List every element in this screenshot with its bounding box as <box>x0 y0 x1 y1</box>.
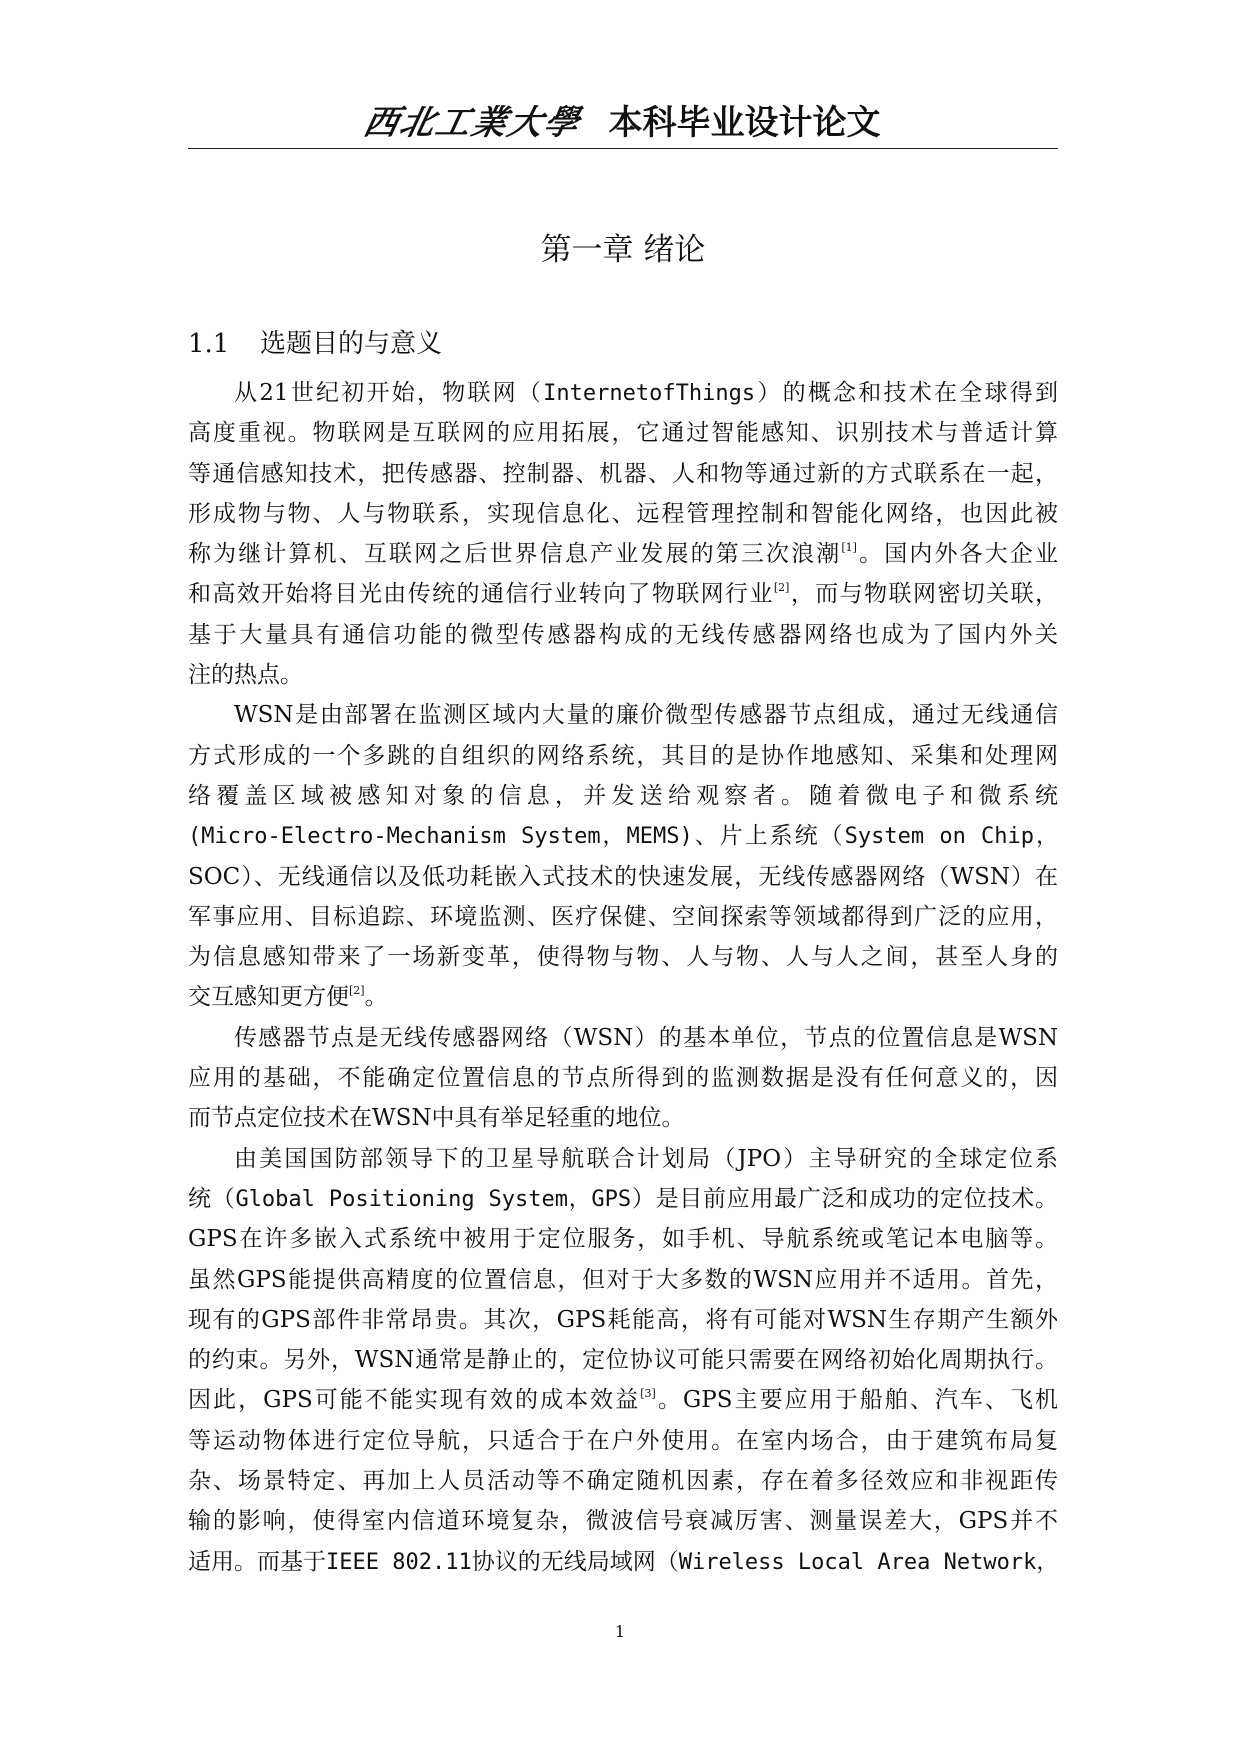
paragraph-line: 络覆盖区域被感知对象的信息，并发送给观察者。随着微电子和微系统 <box>188 782 1058 809</box>
paragraph-line: 军事应用、目标追踪、环境监测、医疗保健、空间探索等领域都得到广泛的应用， <box>188 903 1058 930</box>
paragraph-line: 统（Global Positioning System，GPS）是目前应用最广泛和成功的定位技术。 <box>188 1185 1059 1212</box>
page-header <box>188 95 1058 151</box>
paragraph-line: SOC）、无线通信以及低功耗嵌入式技术的快速发展，无线传感器网络（WSN）在 <box>188 863 1058 890</box>
citation: [2] <box>349 984 365 998</box>
paragraph-line: 注的热点。 <box>188 662 303 689</box>
header-title: 本科毕业设计论文 <box>608 103 881 143</box>
paragraph-line: 从21世纪初开始，物联网（InternetofThings）的概念和技术在全球得到 <box>234 380 1058 406</box>
paragraph-line: 等通信感知技术，把传感器、控制器、机器、人和物等通过新的方式联系在一起， <box>188 460 1058 487</box>
paragraph-line: 等运动物体进行定位导航，只适合于在户外使用。在室内场合，由于建筑布局复 <box>188 1427 1058 1454</box>
paragraph-line: 为信息感知带来了一场新变革，使得物与物、人与物、人与人之间，甚至人身的 <box>188 944 1058 971</box>
paragraph-line: 方式形成的一个多跳的自组织的网络系统，其目的是协作地感知、采集和处理网 <box>188 742 1058 769</box>
paragraph-line: 由美国国防部领导下的卫星导航联合计划局（JPO）主导研究的全球定位系 <box>234 1145 1058 1172</box>
header-divider <box>188 148 1058 149</box>
paragraph-line: 适用。而基于IEEE 802.11协议的无线局域网（Wireless Local Area Network， <box>188 1548 1059 1575</box>
chapter-title: 第一章 绪论 <box>540 232 706 268</box>
paragraph-line: 虽然GPS能提供高精度的位置信息，但对于大多数的WSN应用并不适用。首先， <box>188 1266 1058 1293</box>
university-logo-text: 西北工業大學 <box>360 103 585 143</box>
page-number: 1 <box>614 1622 626 1641</box>
paragraph-line: 形成物与物、人与物联系，实现信息化、远程管理控制和智能化网络，也因此被 <box>188 500 1058 527</box>
section-heading <box>188 324 442 364</box>
paragraph-line: 而节点定位技术在WSN中具有举足轻重的地位。 <box>188 1105 685 1132</box>
citation: [1] <box>841 541 857 555</box>
paragraph-line: 高度重视。物联网是互联网的应用拓展，它通过智能感知、识别技术与普适计算 <box>188 420 1058 447</box>
paragraph-line: 输的影响，使得室内信道环境复杂，微波信号衰减厉害、测量误差大，GPS并不 <box>188 1508 1058 1535</box>
paragraph-line: 称为继计算机、互联网之后世界信息产业发展的第三次浪潮[1]。国内外各大企业 <box>188 541 1059 568</box>
paragraph-line: WSN是由部署在监测区域内大量的廉价微型传感器节点组成，通过无线通信 <box>234 702 1058 729</box>
paragraph-line: 交互感知更方便[2]。 <box>188 984 388 1011</box>
paragraph-line: GPS在许多嵌入式系统中被用于定位服务，如手机、导航系统或笔记本电脑等。 <box>188 1226 1058 1253</box>
paragraph-line: 杂、场景特定、再加上人员活动等不确定随机因素，存在着多径效应和非视距传 <box>188 1468 1058 1495</box>
section-number: 1.1 <box>188 329 230 359</box>
citation: [2] <box>773 581 790 595</box>
paragraph-line: 现有的GPS部件非常昂贵。其次，GPS耗能高，将有可能对WSN生存期产生额外 <box>188 1306 1058 1333</box>
paragraph-line: 传感器节点是无线传感器网络（WSN）的基本单位，节点的位置信息是WSN <box>234 1024 1058 1051</box>
paragraph-line: 基于大量具有通信功能的微型传感器构成的无线传感器网络也成为了国内外关 <box>188 621 1058 648</box>
paragraph-line: 因此，GPS可能不能实现有效的成本效益[3]。GPS主要应用于船舶、汽车、飞机 <box>188 1387 1059 1414</box>
paragraph-line: 应用的基础，不能确定位置信息的节点所得到的监测数据是没有任何意义的，因 <box>188 1065 1058 1092</box>
citation: [3] <box>640 1387 656 1401</box>
paragraph-line: 和高效开始将目光由传统的通信行业转向了物联网行业[2]，而与物联网密切关联， <box>188 581 1059 608</box>
paragraph-line: (Micro-Electro-Mechanism System，MEMS)、片上系统（System on Chip， <box>188 823 1058 850</box>
section-title: 选题目的与意义 <box>260 329 443 359</box>
body-text <box>188 373 1058 1582</box>
paragraph-line: 的约束。另外，WSN通常是静止的，定位协议可能只需要在网络初始化周期执行。 <box>188 1347 1058 1374</box>
